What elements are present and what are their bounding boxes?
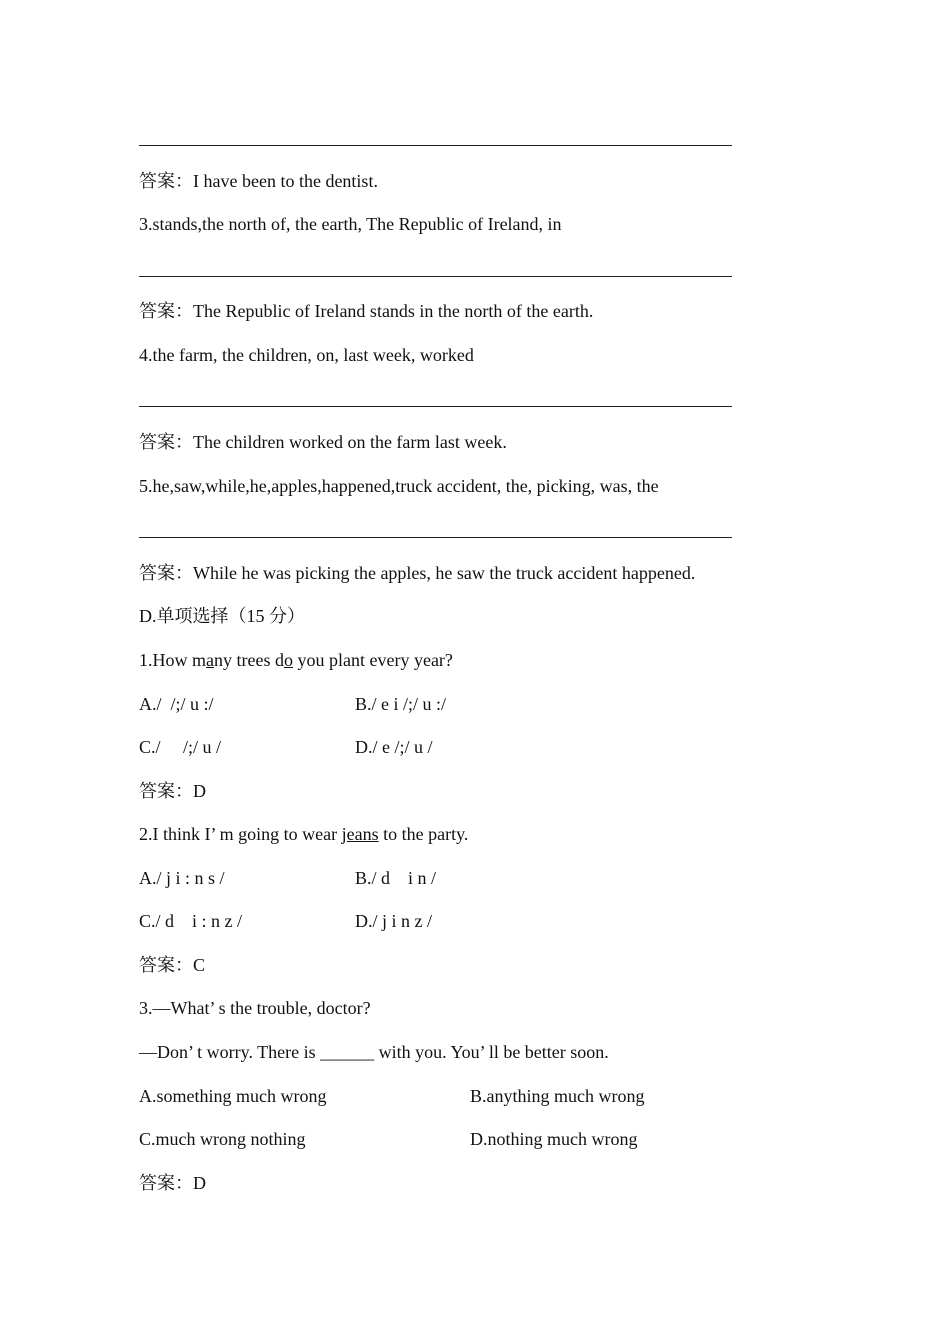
question-2-stem — [139, 823, 468, 845]
stem-text: ny trees d — [214, 650, 284, 670]
option-b: B.anything much wrong — [470, 1086, 645, 1106]
answer-label: 答案： — [139, 1173, 193, 1193]
answer-line — [139, 170, 378, 192]
stem-text: you plant every year? — [292, 650, 453, 670]
answer-line — [139, 431, 507, 453]
option-a: A.something much wrong — [139, 1086, 327, 1106]
option-d: D.nothing much wrong — [470, 1129, 638, 1149]
answer-label: 答案： — [139, 171, 193, 191]
option-d: D./ j i n z / — [355, 911, 432, 931]
answer-label: 答案： — [139, 781, 193, 801]
option-d: D./ e /;/ u / — [355, 737, 433, 757]
answer-line — [139, 300, 593, 322]
answer-blank-line — [139, 537, 732, 538]
answer-blank-line — [139, 406, 732, 407]
stem-text: 2.I think I’ m going to wear — [139, 824, 342, 844]
question-prompt: 5.he,saw,while,he,apples,happened,truck accident, the, picking, was, the — [139, 476, 659, 496]
answer-line — [139, 1172, 206, 1194]
answer-label: 答案： — [139, 563, 193, 583]
underlined-word: jeans — [341, 824, 379, 844]
option-c: C./ /;/ u / — [139, 737, 222, 757]
answer-text: D — [193, 1173, 206, 1193]
question-3-dialogue: —Don’ t worry. There is ______ with you. You’ ll be better soon. — [139, 1042, 609, 1062]
answer-line — [139, 954, 205, 976]
answer-text: I have been to the dentist. — [193, 171, 378, 191]
question-prompt: 3.stands,the north of, the earth, The Republic of Ireland, in — [139, 214, 562, 234]
answer-blank-line — [139, 276, 732, 277]
answer-text: The children worked on the farm last week. — [193, 432, 507, 452]
option-a: A./ /;/ u :/ — [139, 694, 214, 714]
option-b: B./ e i /;/ u :/ — [355, 694, 447, 714]
answer-text: While he was picking the apples, he saw the truck accident happened. — [193, 563, 696, 583]
underlined-letter: a — [206, 650, 214, 670]
option-b: B./ d i n / — [355, 868, 437, 888]
question-1-stem — [139, 649, 453, 671]
underlined-letter: o — [283, 650, 293, 670]
question-3-stem: 3.—What’ s the trouble, doctor? — [139, 998, 371, 1018]
question-prompt: 4.the farm, the children, on, last week, worked — [139, 345, 474, 365]
answer-label: 答案： — [139, 432, 193, 452]
answer-label: 答案： — [139, 955, 193, 975]
section-heading: D.单项选择（15 分） — [139, 606, 305, 626]
answer-text: The Republic of Ireland stands in the north of the earth. — [193, 301, 594, 321]
option-a: A./ j i : n s / — [139, 868, 225, 888]
answer-line — [139, 780, 206, 802]
option-c: C.much wrong nothing — [139, 1129, 306, 1149]
stem-text: to the party. — [378, 824, 469, 844]
option-c: C./ d i : n z / — [139, 911, 242, 931]
answer-text: C — [193, 955, 206, 975]
answer-text: D — [193, 781, 206, 801]
stem-text: 1.How m — [139, 650, 206, 670]
answer-blank-line — [139, 145, 732, 146]
answer-label: 答案： — [139, 301, 193, 321]
answer-line — [139, 562, 695, 584]
